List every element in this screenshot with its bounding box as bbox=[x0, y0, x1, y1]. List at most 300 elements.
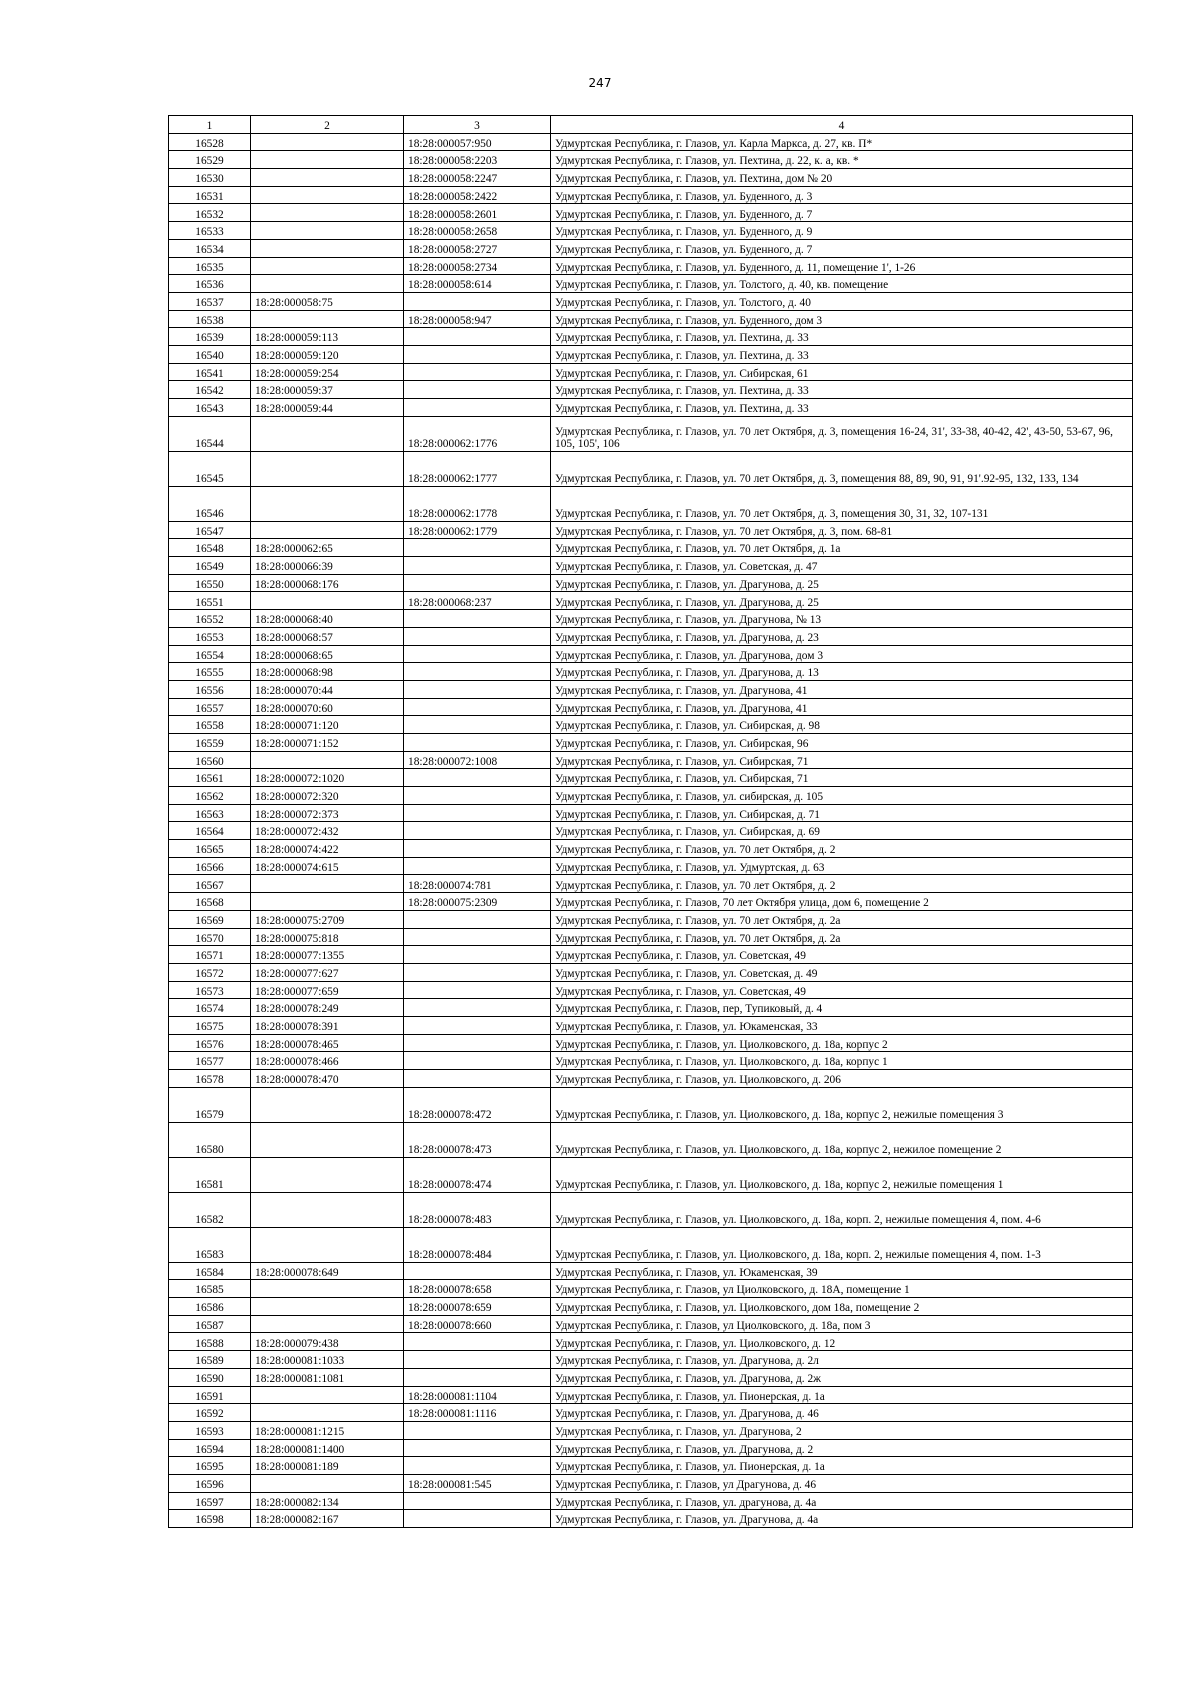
row-number-cell: 16571 bbox=[169, 946, 251, 964]
cadastral-number-land-cell bbox=[251, 1386, 404, 1404]
address-cell: Удмуртская Республика, г. Глазов, ул. Пехтина, д. 33 bbox=[551, 381, 1133, 399]
row-number-cell: 16573 bbox=[169, 981, 251, 999]
cadastral-number-premises-cell bbox=[404, 381, 551, 399]
address-cell: Удмуртская Республика, г. Глазов, ул. Буденного, д. 3 bbox=[551, 186, 1133, 204]
row-number-cell: 16576 bbox=[169, 1034, 251, 1052]
address-cell: Удмуртская Республика, г. Глазов, ул. драгунова, д. 4а bbox=[551, 1492, 1133, 1510]
row-number-cell: 16562 bbox=[169, 787, 251, 805]
row-number-cell: 16565 bbox=[169, 840, 251, 858]
cadastral-number-premises-cell: 18:28:000058:2658 bbox=[404, 222, 551, 240]
row-number-cell: 16546 bbox=[169, 486, 251, 521]
address-cell: Удмуртская Республика, г. Глазов, ул. Драгунова, д. 4а bbox=[551, 1510, 1133, 1528]
address-cell: Удмуртская Республика, г. Глазов, ул. сибирская, д. 105 bbox=[551, 787, 1133, 805]
row-number-cell: 16542 bbox=[169, 381, 251, 399]
row-number-cell: 16596 bbox=[169, 1474, 251, 1492]
row-number-cell: 16586 bbox=[169, 1298, 251, 1316]
table-row bbox=[169, 275, 1133, 293]
table-row bbox=[169, 804, 1133, 822]
table-row bbox=[169, 1070, 1133, 1088]
table-row bbox=[169, 1192, 1133, 1227]
cadastral-number-land-cell: 18:28:000058:75 bbox=[251, 292, 404, 310]
cadastral-number-premises-cell bbox=[404, 539, 551, 557]
address-cell: Удмуртская Республика, г. Глазов, ул. Буденного, дом 3 bbox=[551, 310, 1133, 328]
cadastral-number-premises-cell bbox=[404, 1016, 551, 1034]
address-cell: Удмуртская Республика, г. Глазов, ул. Юкаменская, 39 bbox=[551, 1262, 1133, 1280]
cadastral-number-premises-cell bbox=[404, 787, 551, 805]
cadastral-number-premises-cell: 18:28:000078:658 bbox=[404, 1280, 551, 1298]
table-row bbox=[169, 399, 1133, 417]
row-number-cell: 16528 bbox=[169, 133, 251, 151]
table-row bbox=[169, 822, 1133, 840]
row-number-cell: 16551 bbox=[169, 592, 251, 610]
row-number-cell: 16552 bbox=[169, 610, 251, 628]
row-number-cell: 16589 bbox=[169, 1351, 251, 1369]
cadastral-number-land-cell: 18:28:000059:44 bbox=[251, 399, 404, 417]
address-cell: Удмуртская Республика, г. Глазов, ул. Советская, д. 47 bbox=[551, 557, 1133, 575]
row-number-cell: 16598 bbox=[169, 1510, 251, 1528]
cadastral-number-premises-cell bbox=[404, 627, 551, 645]
address-cell: Удмуртская Республика, г. Глазов, ул. Пехтина, д. 33 bbox=[551, 345, 1133, 363]
cadastral-number-premises-cell bbox=[404, 557, 551, 575]
table-row bbox=[169, 363, 1133, 381]
table-row bbox=[169, 1087, 1133, 1122]
row-number-cell: 16582 bbox=[169, 1192, 251, 1227]
address-cell: Удмуртская Республика, г. Глазов, ул. Сибирская, 71 bbox=[551, 769, 1133, 787]
row-number-cell: 16563 bbox=[169, 804, 251, 822]
cadastral-number-premises-cell: 18:28:000078:472 bbox=[404, 1087, 551, 1122]
address-cell: Удмуртская Республика, г. Глазов, ул. Сибирская, д. 69 bbox=[551, 822, 1133, 840]
cadastral-number-land-cell bbox=[251, 1298, 404, 1316]
address-cell: Удмуртская Республика, г. Глазов, ул. Юкаменская, 33 bbox=[551, 1016, 1133, 1034]
row-number-cell: 16537 bbox=[169, 292, 251, 310]
cadastral-number-land-cell: 18:28:000078:466 bbox=[251, 1052, 404, 1070]
address-cell: Удмуртская Республика, г. Глазов, ул. Пехтина, д. 22, к. а, кв. * bbox=[551, 151, 1133, 169]
table-row bbox=[169, 999, 1133, 1017]
table-row bbox=[169, 787, 1133, 805]
table-row bbox=[169, 1386, 1133, 1404]
table-row bbox=[169, 1351, 1133, 1369]
table-row bbox=[169, 1280, 1133, 1298]
address-cell: Удмуртская Республика, г. Глазов, ул. Пехтина, д. 33 bbox=[551, 328, 1133, 346]
address-cell: Удмуртская Республика, г. Глазов, ул Циолковского, д. 18А, помещение 1 bbox=[551, 1280, 1133, 1298]
row-number-cell: 16541 bbox=[169, 363, 251, 381]
row-number-cell: 16550 bbox=[169, 574, 251, 592]
table-row bbox=[169, 716, 1133, 734]
cadastral-number-land-cell: 18:28:000068:98 bbox=[251, 663, 404, 681]
address-cell: Удмуртская Республика, г. Глазов, ул. Циолковского, д. 18а, корп. 2, нежилые помещения 4, пом. 1-3 bbox=[551, 1227, 1133, 1262]
column-header-3: 3 bbox=[404, 116, 551, 134]
cadastral-number-premises-cell bbox=[404, 680, 551, 698]
cadastral-number-premises-cell bbox=[404, 1492, 551, 1510]
cadastral-number-premises-cell: 18:28:000081:545 bbox=[404, 1474, 551, 1492]
table-row bbox=[169, 733, 1133, 751]
cadastral-number-premises-cell: 18:28:000058:2422 bbox=[404, 186, 551, 204]
table-row bbox=[169, 292, 1133, 310]
cadastral-number-land-cell bbox=[251, 1122, 404, 1157]
cadastral-number-premises-cell bbox=[404, 574, 551, 592]
address-cell: Удмуртская Республика, г. Глазов, ул. Советская, д. 49 bbox=[551, 963, 1133, 981]
cadastral-number-premises-cell bbox=[404, 716, 551, 734]
table-row bbox=[169, 222, 1133, 240]
cadastral-number-land-cell: 18:28:000078:649 bbox=[251, 1262, 404, 1280]
table-row bbox=[169, 1474, 1133, 1492]
address-cell: Удмуртская Республика, г. Глазов, пер, Тупиковый, д. 4 bbox=[551, 999, 1133, 1017]
table-row bbox=[169, 928, 1133, 946]
table-row bbox=[169, 1122, 1133, 1157]
row-number-cell: 16569 bbox=[169, 910, 251, 928]
cadastral-number-premises-cell: 18:28:000062:1777 bbox=[404, 451, 551, 486]
cadastral-number-premises-cell bbox=[404, 399, 551, 417]
cadastral-number-premises-cell: 18:28:000058:2247 bbox=[404, 169, 551, 187]
cadastral-number-premises-cell: 18:28:000072:1008 bbox=[404, 751, 551, 769]
table-row bbox=[169, 1315, 1133, 1333]
cadastral-number-land-cell: 18:28:000081:1215 bbox=[251, 1421, 404, 1439]
address-cell: Удмуртская Республика, г. Глазов, ул. 70 лет Октября, д. 3, помещения 16-24, 31', 33-38, 40-42, 42', 43-50, 53-67, 96, 105, 105', 106 bbox=[551, 416, 1133, 451]
cadastral-number-land-cell: 18:28:000078:465 bbox=[251, 1034, 404, 1052]
address-cell: Удмуртская Республика, г. Глазов, ул. Пионерская, д. 1а bbox=[551, 1457, 1133, 1475]
address-cell: Удмуртская Республика, г. Глазов, ул. Карла Маркса, д. 27, кв. П* bbox=[551, 133, 1133, 151]
table-body bbox=[169, 133, 1133, 1527]
cadastral-number-land-cell: 18:28:000078:249 bbox=[251, 999, 404, 1017]
row-number-cell: 16535 bbox=[169, 257, 251, 275]
cadastral-number-land-cell: 18:28:000074:422 bbox=[251, 840, 404, 858]
address-cell: Удмуртская Республика, г. Глазов, ул. Драгунова, д. 2 bbox=[551, 1439, 1133, 1457]
address-cell: Удмуртская Республика, г. Глазов, ул. Драгунова, № 13 bbox=[551, 610, 1133, 628]
address-cell: Удмуртская Республика, г. Глазов, ул. 70 лет Октября, д. 3, помещения 30, 31, 32, 107-131 bbox=[551, 486, 1133, 521]
cadastral-number-land-cell: 18:28:000078:391 bbox=[251, 1016, 404, 1034]
address-cell: Удмуртская Республика, г. Глазов, ул. Драгунова, д. 23 bbox=[551, 627, 1133, 645]
cadastral-number-premises-cell bbox=[404, 1421, 551, 1439]
row-number-cell: 16556 bbox=[169, 680, 251, 698]
cadastral-number-land-cell bbox=[251, 169, 404, 187]
address-cell: Удмуртская Республика, г. Глазов, ул. Буденного, д. 7 bbox=[551, 204, 1133, 222]
row-number-cell: 16567 bbox=[169, 875, 251, 893]
cadastral-number-premises-cell bbox=[404, 1052, 551, 1070]
cadastral-number-land-cell bbox=[251, 1404, 404, 1422]
address-cell: Удмуртская Республика, г. Глазов, ул. Циолковского, д. 18а, корпус 2, нежилые помещения 3 bbox=[551, 1087, 1133, 1122]
table-row bbox=[169, 680, 1133, 698]
table-row bbox=[169, 381, 1133, 399]
cadastral-number-land-cell bbox=[251, 486, 404, 521]
cadastral-number-premises-cell bbox=[404, 610, 551, 628]
address-cell: Удмуртская Республика, г. Глазов, ул. 70 лет Октября, д. 3, пом. 68-81 bbox=[551, 521, 1133, 539]
address-cell: Удмуртская Республика, г. Глазов, ул. Пионерская, д. 1а bbox=[551, 1386, 1133, 1404]
cadastral-number-premises-cell: 18:28:000078:660 bbox=[404, 1315, 551, 1333]
table-row bbox=[169, 204, 1133, 222]
cadastral-number-land-cell: 18:28:000078:470 bbox=[251, 1070, 404, 1088]
cadastral-number-premises-cell bbox=[404, 928, 551, 946]
row-number-cell: 16585 bbox=[169, 1280, 251, 1298]
table-row bbox=[169, 557, 1133, 575]
row-number-cell: 16578 bbox=[169, 1070, 251, 1088]
cadastral-number-land-cell bbox=[251, 1474, 404, 1492]
row-number-cell: 16577 bbox=[169, 1052, 251, 1070]
row-number-cell: 16597 bbox=[169, 1492, 251, 1510]
cadastral-number-premises-cell: 18:28:000058:2203 bbox=[404, 151, 551, 169]
row-number-cell: 16590 bbox=[169, 1368, 251, 1386]
cadastral-number-land-cell: 18:28:000079:438 bbox=[251, 1333, 404, 1351]
row-number-cell: 16543 bbox=[169, 399, 251, 417]
row-number-cell: 16557 bbox=[169, 698, 251, 716]
address-cell: Удмуртская Республика, г. Глазов, ул. Удмуртская, д. 63 bbox=[551, 857, 1133, 875]
row-number-cell: 16555 bbox=[169, 663, 251, 681]
cadastral-number-premises-cell: 18:28:000081:1104 bbox=[404, 1386, 551, 1404]
row-number-cell: 16570 bbox=[169, 928, 251, 946]
table-row bbox=[169, 521, 1133, 539]
table-row bbox=[169, 1298, 1133, 1316]
address-cell: Удмуртская Республика, г. Глазов, ул. Буденного, д. 11, помещение 1', 1-26 bbox=[551, 257, 1133, 275]
cadastral-number-premises-cell bbox=[404, 663, 551, 681]
cadastral-number-land-cell: 18:28:000081:1081 bbox=[251, 1368, 404, 1386]
row-number-cell: 16587 bbox=[169, 1315, 251, 1333]
row-number-cell: 16545 bbox=[169, 451, 251, 486]
table-row bbox=[169, 416, 1133, 451]
table-row bbox=[169, 981, 1133, 999]
table-row bbox=[169, 610, 1133, 628]
address-cell: Удмуртская Республика, г. Глазов, ул. Циолковского, д. 206 bbox=[551, 1070, 1133, 1088]
cadastral-number-land-cell: 18:28:000077:1355 bbox=[251, 946, 404, 964]
table-row bbox=[169, 328, 1133, 346]
table-row bbox=[169, 875, 1133, 893]
table-row bbox=[169, 1368, 1133, 1386]
row-number-cell: 16536 bbox=[169, 275, 251, 293]
address-cell: Удмуртская Республика, г. Глазов, ул. Драгунова, д. 13 bbox=[551, 663, 1133, 681]
cadastral-number-premises-cell bbox=[404, 698, 551, 716]
address-cell: Удмуртская Республика, г. Глазов, ул. Циолковского, дом 18а, помещение 2 bbox=[551, 1298, 1133, 1316]
row-number-cell: 16532 bbox=[169, 204, 251, 222]
table-row bbox=[169, 345, 1133, 363]
address-cell: Удмуртская Республика, г. Глазов, ул. 70 лет Октября, д. 2 bbox=[551, 840, 1133, 858]
row-number-cell: 16530 bbox=[169, 169, 251, 187]
row-number-cell: 16579 bbox=[169, 1087, 251, 1122]
cadastral-number-premises-cell bbox=[404, 1070, 551, 1088]
row-number-cell: 16581 bbox=[169, 1157, 251, 1192]
table-row bbox=[169, 1492, 1133, 1510]
cadastral-number-premises-cell: 18:28:000057:950 bbox=[404, 133, 551, 151]
cadastral-number-land-cell: 18:28:000072:373 bbox=[251, 804, 404, 822]
row-number-cell: 16544 bbox=[169, 416, 251, 451]
address-cell: Удмуртская Республика, г. Глазов, ул. Драгунова, 2 bbox=[551, 1421, 1133, 1439]
cadastral-number-premises-cell: 18:28:000062:1779 bbox=[404, 521, 551, 539]
cadastral-number-land-cell: 18:28:000068:57 bbox=[251, 627, 404, 645]
cadastral-number-premises-cell: 18:28:000062:1778 bbox=[404, 486, 551, 521]
row-number-cell: 16534 bbox=[169, 239, 251, 257]
table-row bbox=[169, 627, 1133, 645]
cadastral-number-land-cell: 18:28:000070:44 bbox=[251, 680, 404, 698]
table-row bbox=[169, 1404, 1133, 1422]
cadastral-number-land-cell bbox=[251, 1157, 404, 1192]
cadastral-number-premises-cell: 18:28:000058:2734 bbox=[404, 257, 551, 275]
cadastral-number-premises-cell bbox=[404, 328, 551, 346]
table-row bbox=[169, 310, 1133, 328]
table-row bbox=[169, 1034, 1133, 1052]
cadastral-number-premises-cell: 18:28:000058:947 bbox=[404, 310, 551, 328]
row-number-cell: 16593 bbox=[169, 1421, 251, 1439]
address-cell: Удмуртская Республика, г. Глазов, ул. Драгунова, д. 25 bbox=[551, 592, 1133, 610]
cadastral-number-land-cell: 18:28:000077:659 bbox=[251, 981, 404, 999]
row-number-cell: 16549 bbox=[169, 557, 251, 575]
cadastral-number-premises-cell bbox=[404, 910, 551, 928]
row-number-cell: 16538 bbox=[169, 310, 251, 328]
address-cell: Удмуртская Республика, г. Глазов, ул. Драгунова, д. 25 bbox=[551, 574, 1133, 592]
row-number-cell: 16588 bbox=[169, 1333, 251, 1351]
cadastral-number-land-cell bbox=[251, 133, 404, 151]
address-cell: Удмуртская Республика, г. Глазов, ул. Советская, 49 bbox=[551, 946, 1133, 964]
cadastral-number-premises-cell bbox=[404, 1510, 551, 1528]
cadastral-number-land-cell: 18:28:000072:320 bbox=[251, 787, 404, 805]
column-header-2: 2 bbox=[251, 116, 404, 134]
cadastral-number-premises-cell bbox=[404, 999, 551, 1017]
cadastral-number-land-cell: 18:28:000062:65 bbox=[251, 539, 404, 557]
address-cell: Удмуртская Республика, г. Глазов, ул. Советская, 49 bbox=[551, 981, 1133, 999]
row-number-cell: 16592 bbox=[169, 1404, 251, 1422]
table-row bbox=[169, 592, 1133, 610]
address-cell: Удмуртская Республика, г. Глазов, ул Циолковского, д. 18а, пом 3 bbox=[551, 1315, 1133, 1333]
address-cell: Удмуртская Республика, г. Глазов, ул. Драгунова, 41 bbox=[551, 680, 1133, 698]
row-number-cell: 16533 bbox=[169, 222, 251, 240]
table-row bbox=[169, 1510, 1133, 1528]
cadastral-number-premises-cell bbox=[404, 645, 551, 663]
cadastral-number-land-cell bbox=[251, 310, 404, 328]
address-cell: Удмуртская Республика, г. Глазов, ул. Сибирская, 96 bbox=[551, 733, 1133, 751]
cadastral-number-land-cell: 18:28:000077:627 bbox=[251, 963, 404, 981]
table-row bbox=[169, 857, 1133, 875]
cadastral-number-premises-cell bbox=[404, 733, 551, 751]
cadastral-number-premises-cell bbox=[404, 946, 551, 964]
row-number-cell: 16566 bbox=[169, 857, 251, 875]
row-number-cell: 16584 bbox=[169, 1262, 251, 1280]
address-cell: Удмуртская Республика, г. Глазов, ул. Драгунова, 41 bbox=[551, 698, 1133, 716]
cadastral-number-premises-cell bbox=[404, 963, 551, 981]
cadastral-number-land-cell bbox=[251, 186, 404, 204]
row-number-cell: 16564 bbox=[169, 822, 251, 840]
cadastral-number-land-cell bbox=[251, 1192, 404, 1227]
cadastral-number-land-cell bbox=[251, 451, 404, 486]
cadastral-number-premises-cell: 18:28:000078:659 bbox=[404, 1298, 551, 1316]
cadastral-number-land-cell: 18:28:000068:176 bbox=[251, 574, 404, 592]
cadastral-number-land-cell: 18:28:000082:167 bbox=[251, 1510, 404, 1528]
address-cell: Удмуртская Республика, г. Глазов, ул. Драгунова, д. 2л bbox=[551, 1351, 1133, 1369]
cadastral-number-premises-cell bbox=[404, 292, 551, 310]
row-number-cell: 16529 bbox=[169, 151, 251, 169]
cadastral-number-premises-cell bbox=[404, 1262, 551, 1280]
address-cell: Удмуртская Республика, г. Глазов, ул. Толстого, д. 40, кв. помещение bbox=[551, 275, 1133, 293]
cadastral-number-land-cell: 18:28:000070:60 bbox=[251, 698, 404, 716]
table-row bbox=[169, 451, 1133, 486]
address-cell: Удмуртская Республика, г. Глазов, ул. Циолковского, д. 18а, корп. 2, нежилые помещения 4, пом. 4-6 bbox=[551, 1192, 1133, 1227]
cadastral-number-premises-cell: 18:28:000058:2601 bbox=[404, 204, 551, 222]
page-number: 247 bbox=[588, 76, 612, 90]
row-number-cell: 16540 bbox=[169, 345, 251, 363]
cadastral-number-premises-cell: 18:28:000058:2727 bbox=[404, 239, 551, 257]
cadastral-number-land-cell: 18:28:000072:1020 bbox=[251, 769, 404, 787]
table-row bbox=[169, 751, 1133, 769]
cadastral-number-land-cell: 18:28:000075:2709 bbox=[251, 910, 404, 928]
cadastral-number-premises-cell bbox=[404, 840, 551, 858]
cadastral-number-land-cell bbox=[251, 751, 404, 769]
table-row bbox=[169, 186, 1133, 204]
cadastral-number-land-cell: 18:28:000068:65 bbox=[251, 645, 404, 663]
cadastral-number-land-cell bbox=[251, 1087, 404, 1122]
table-row bbox=[169, 1016, 1133, 1034]
cadastral-number-land-cell: 18:28:000071:120 bbox=[251, 716, 404, 734]
column-header-4: 4 bbox=[551, 116, 1133, 134]
address-cell: Удмуртская Республика, г. Глазов, ул. Циолковского, д. 18а, корпус 2, нежилое помещение 2 bbox=[551, 1122, 1133, 1157]
address-cell: Удмуртская Республика, г. Глазов, ул. Сибирская, 61 bbox=[551, 363, 1133, 381]
address-cell: Удмуртская Республика, г. Глазов, ул. 70 лет Октября, д. 2а bbox=[551, 910, 1133, 928]
row-number-cell: 16574 bbox=[169, 999, 251, 1017]
table-row bbox=[169, 1052, 1133, 1070]
cadastral-number-land-cell: 18:28:000081:1033 bbox=[251, 1351, 404, 1369]
row-number-cell: 16547 bbox=[169, 521, 251, 539]
table-row bbox=[169, 698, 1133, 716]
address-cell: Удмуртская Республика, г. Глазов, 70 лет Октября улица, дом 6, помещение 2 bbox=[551, 893, 1133, 911]
table-row bbox=[169, 574, 1133, 592]
table-row bbox=[169, 893, 1133, 911]
cadastral-number-land-cell: 18:28:000071:152 bbox=[251, 733, 404, 751]
cadastral-number-premises-cell bbox=[404, 769, 551, 787]
row-number-cell: 16560 bbox=[169, 751, 251, 769]
row-number-cell: 16561 bbox=[169, 769, 251, 787]
table-row bbox=[169, 1457, 1133, 1475]
row-number-cell: 16553 bbox=[169, 627, 251, 645]
cadastral-number-premises-cell bbox=[404, 345, 551, 363]
address-cell: Удмуртская Республика, г. Глазов, ул. Сибирская, 71 bbox=[551, 751, 1133, 769]
cadastral-number-premises-cell bbox=[404, 1457, 551, 1475]
cadastral-number-land-cell bbox=[251, 875, 404, 893]
table-row bbox=[169, 257, 1133, 275]
address-cell: Удмуртская Республика, г. Глазов, ул. Пехтина, д. 33 bbox=[551, 399, 1133, 417]
row-number-cell: 16594 bbox=[169, 1439, 251, 1457]
cadastral-number-land-cell: 18:28:000082:134 bbox=[251, 1492, 404, 1510]
cadastral-number-land-cell: 18:28:000059:254 bbox=[251, 363, 404, 381]
table-row bbox=[169, 239, 1133, 257]
table-row bbox=[169, 486, 1133, 521]
address-cell: Удмуртская Республика, г. Глазов, ул Драгунова, д. 46 bbox=[551, 1474, 1133, 1492]
address-cell: Удмуртская Республика, г. Глазов, ул. Сибирская, д. 71 bbox=[551, 804, 1133, 822]
cadastral-number-premises-cell bbox=[404, 1368, 551, 1386]
row-number-cell: 16595 bbox=[169, 1457, 251, 1475]
cadastral-number-premises-cell: 18:28:000074:781 bbox=[404, 875, 551, 893]
row-number-cell: 16539 bbox=[169, 328, 251, 346]
address-cell: Удмуртская Республика, г. Глазов, ул. Циолковского, д. 12 bbox=[551, 1333, 1133, 1351]
address-cell: Удмуртская Республика, г. Глазов, ул. Циолковского, д. 18а, корпус 2, нежилые помещения 1 bbox=[551, 1157, 1133, 1192]
cadastral-number-land-cell bbox=[251, 257, 404, 275]
row-number-cell: 16568 bbox=[169, 893, 251, 911]
table-row bbox=[169, 840, 1133, 858]
registry-table bbox=[168, 115, 1133, 1528]
table-row bbox=[169, 539, 1133, 557]
cadastral-number-premises-cell: 18:28:000078:484 bbox=[404, 1227, 551, 1262]
table-row bbox=[169, 1421, 1133, 1439]
cadastral-number-land-cell bbox=[251, 222, 404, 240]
row-number-cell: 16591 bbox=[169, 1386, 251, 1404]
cadastral-number-land-cell: 18:28:000072:432 bbox=[251, 822, 404, 840]
cadastral-number-land-cell: 18:28:000075:818 bbox=[251, 928, 404, 946]
cadastral-number-premises-cell bbox=[404, 1351, 551, 1369]
cadastral-number-premises-cell: 18:28:000062:1776 bbox=[404, 416, 551, 451]
cadastral-number-premises-cell: 18:28:000078:474 bbox=[404, 1157, 551, 1192]
cadastral-number-premises-cell: 18:28:000068:237 bbox=[404, 592, 551, 610]
table-row bbox=[169, 1227, 1133, 1262]
cadastral-number-land-cell bbox=[251, 151, 404, 169]
cadastral-number-premises-cell bbox=[404, 1034, 551, 1052]
table-row bbox=[169, 133, 1133, 151]
address-cell: Удмуртская Республика, г. Глазов, ул. Драгунова, дом 3 bbox=[551, 645, 1133, 663]
cadastral-number-land-cell: 18:28:000068:40 bbox=[251, 610, 404, 628]
cadastral-number-land-cell bbox=[251, 416, 404, 451]
cadastral-number-land-cell bbox=[251, 275, 404, 293]
